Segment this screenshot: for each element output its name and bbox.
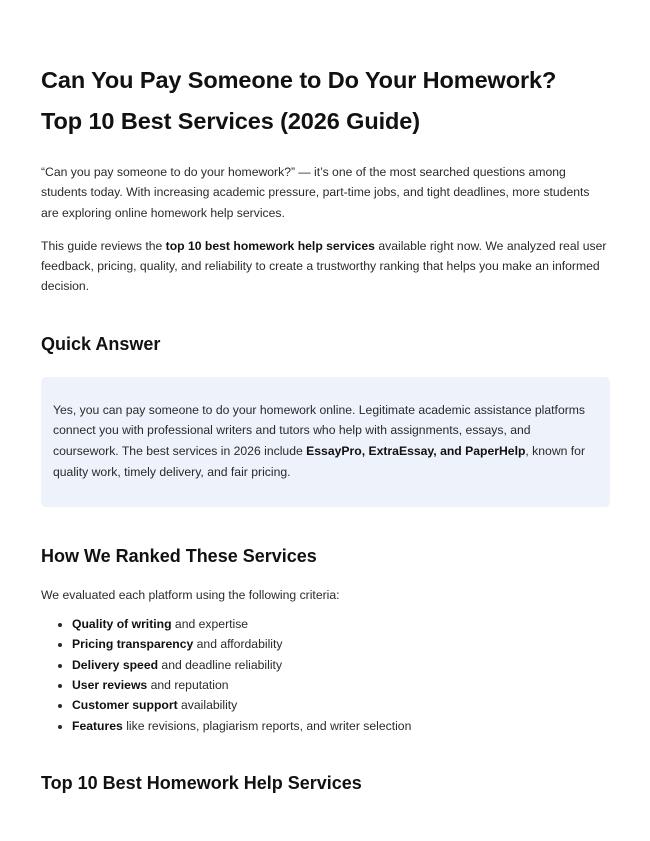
criteria-bold: Customer support [72,698,178,713]
top10-heading: Top 10 Best Homework Help Services [41,772,362,793]
quick-answer-callout [41,377,610,507]
title-line-2: Top 10 Best Services (2026 Guide) [41,108,420,134]
page-title [41,60,610,142]
criteria-intro: We evaluated each platform using the following criteria: [41,587,340,602]
intro2-text-after: available right now. We analyzed real user feedback, pricing, quality, and reliability to create a trustworthy ranking that helps you make an informed decision. [41,238,607,294]
quick-answer-heading: Quick Answer [41,333,161,354]
intro-paragraph-2 [41,236,610,297]
list-item [72,614,610,634]
list-item [72,695,610,715]
criteria-bold: User reviews [72,677,148,692]
ranking-heading: How We Ranked These Services [41,545,317,566]
list-item [72,716,610,736]
list-item [72,675,610,695]
criteria-rest: and affordability [193,637,283,652]
criteria-rest: availability [177,698,238,713]
callout-text-before: Yes, you can pay someone to do your homework online. Legitimate academic assistance platforms connect you with professional writers and tutors who help with assignments, essays, and coursework. The best services in 2026 include [53,402,586,458]
list-item [72,634,610,654]
callout-bold-text: EssayPro, ExtraEssay, and PaperHelp [306,443,526,458]
criteria-rest: like revisions, plagiarism reports, and writer selection [122,718,412,733]
criteria-bold: Delivery speed [72,657,159,672]
intro2-bold-text: top 10 best homework help services [165,238,375,253]
criteria-bold: Pricing transparency [72,637,194,652]
intro2-text-before: This guide reviews the [41,238,166,253]
intro-paragraph-1: “Can you pay someone to do your homework?” — it’s one of the most searched questions among students today. With increasing academic pressure, part-time jobs, and tight deadlines, more students are exploring online homework help services. [41,165,590,220]
criteria-bold: Features [72,718,123,733]
criteria-rest: and expertise [171,617,249,632]
criteria-list [41,614,610,736]
criteria-bold: Quality of writing [72,617,172,632]
callout-text-after: , known for quality work, timely delivery, and fair pricing. [53,443,586,479]
title-line-1: Can You Pay Someone to Do Your Homework? [41,67,557,93]
list-item [72,655,610,675]
criteria-rest: and reputation [147,677,229,692]
criteria-rest: and deadline reliability [158,657,283,672]
